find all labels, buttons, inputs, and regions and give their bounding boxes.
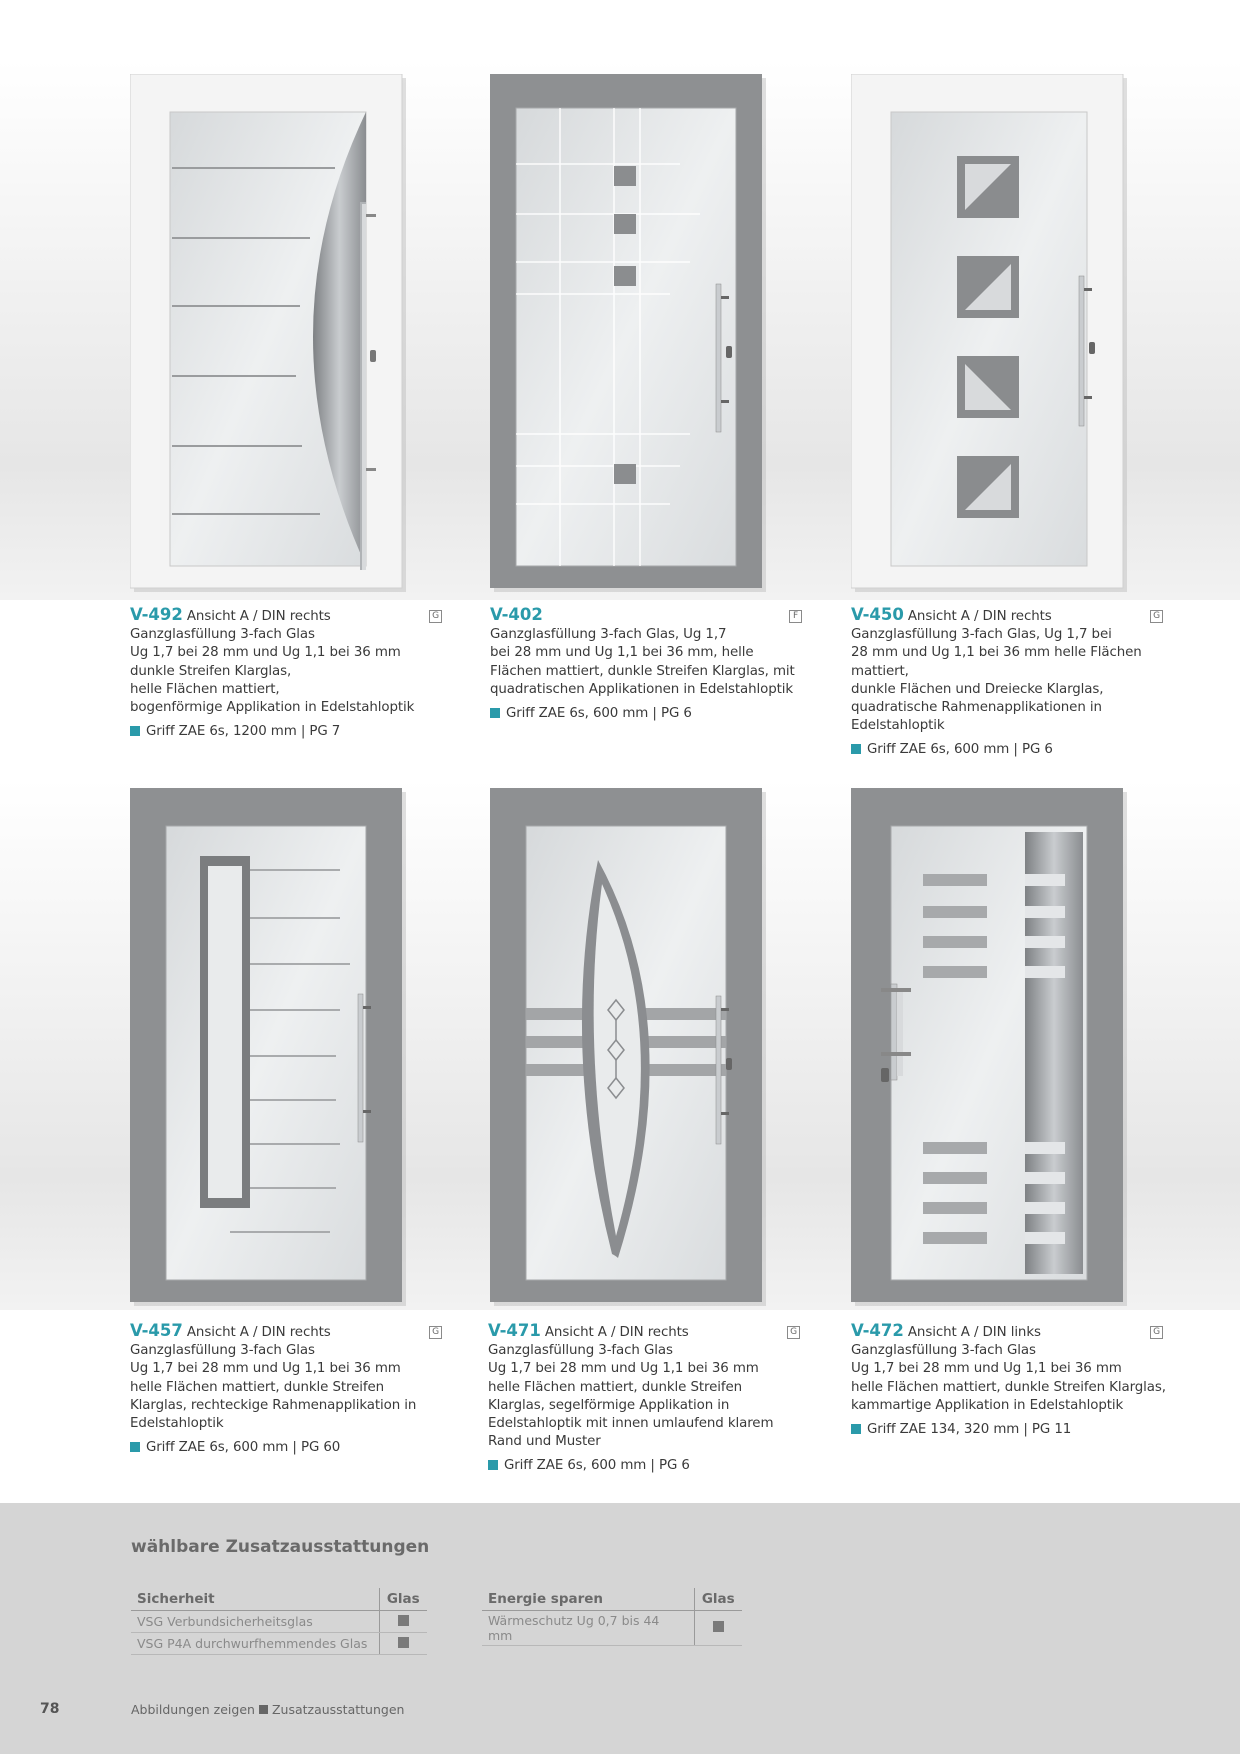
product-caption-v450: [851, 606, 1181, 760]
bullet-square-icon: [488, 1460, 498, 1470]
description-line: helle Flächen mattiert, dunkle Streifen: [130, 1379, 385, 1395]
description-line: helle Flächen mattiert, dunkle Streifen: [488, 1379, 743, 1395]
view-label: Ansicht A / DIN rechts: [907, 609, 1052, 624]
door-image-v492: [130, 74, 406, 592]
handle-spec: [851, 741, 1181, 759]
description-line: quadratischen Applikationen in Edelstahloptik: [490, 681, 794, 697]
description-line: bei 28 mm und Ug 1,1 bei 36 mm, helle: [490, 645, 754, 661]
model-number: V-450: [851, 605, 904, 624]
description-line: dunkle Streifen Klarglas,: [130, 663, 292, 679]
model-number: V-457: [130, 1321, 183, 1340]
model-number: V-471: [488, 1321, 541, 1340]
type-badge: G: [1150, 1326, 1163, 1339]
handle-spec: [490, 705, 820, 723]
description-line: Klarglas, rechteckige Rahmenapplikation in: [130, 1397, 417, 1413]
description-line: Klarglas, segelförmige Applikation in: [488, 1397, 730, 1413]
description-line: Rand und Muster: [488, 1434, 601, 1450]
energy-options-table: [482, 1588, 742, 1646]
handle-spec: [130, 1439, 460, 1457]
option-label: VSG P4A durchwurfhemmendes Glas: [131, 1632, 379, 1654]
glass-column-header: Glas: [379, 1588, 427, 1610]
description-line: Ganzglasfüllung 3-fach Glas, Ug 1,7 bei: [851, 627, 1112, 643]
option-label: Wärmeschutz Ug 0,7 bis 44 mm: [482, 1610, 694, 1645]
option-label: VSG Verbundsicherheitsglas: [131, 1610, 379, 1632]
description-line: Ug 1,7 bei 28 mm und Ug 1,1 bei 36 mm: [130, 1361, 401, 1377]
security-header: Sicherheit: [131, 1588, 379, 1610]
security-options-table: [131, 1588, 427, 1655]
handle-text: Griff ZAE 134, 320 mm | PG 11: [867, 1422, 1072, 1438]
description-line: 28 mm und Ug 1,1 bei 36 mm helle Flächen mattiert,: [851, 645, 1142, 679]
available-square-icon: [398, 1615, 409, 1626]
model-number: V-492: [130, 605, 183, 624]
description-line: Ganzglasfüllung 3-fach Glas: [851, 1343, 1036, 1359]
door-image-v402: [490, 74, 766, 592]
page-number: 78: [40, 1701, 60, 1717]
extras-title: wählbare Zusatzausstattungen: [131, 1537, 430, 1557]
handle-spec: [130, 723, 460, 741]
description-line: Ug 1,7 bei 28 mm und Ug 1,1 bei 36 mm: [488, 1361, 759, 1377]
handle-text: Griff ZAE 6s, 600 mm | PG 60: [146, 1440, 341, 1456]
description-line: kammartige Applikation in Edelstahloptik: [851, 1397, 1124, 1413]
table-row: [131, 1632, 427, 1654]
handle-text: Griff ZAE 6s, 600 mm | PG 6: [867, 742, 1053, 758]
bullet-square-icon: [130, 726, 140, 736]
description-line: Ganzglasfüllung 3-fach Glas: [488, 1343, 673, 1359]
type-badge: G: [1150, 610, 1163, 623]
product-caption-v472: [851, 1322, 1181, 1439]
description-line: helle Flächen mattiert,: [130, 681, 280, 697]
handle-spec: [851, 1421, 1181, 1439]
description-line: Edelstahloptik: [130, 1416, 224, 1432]
type-badge: G: [787, 1326, 800, 1339]
door-image-v471: [490, 788, 766, 1306]
square-marker-icon: [259, 1705, 268, 1714]
bullet-square-icon: [490, 708, 500, 718]
footnote: [131, 1702, 404, 1717]
description-line: Flächen mattiert, dunkle Streifen Klarglas, mit: [490, 663, 795, 679]
product-caption-v402: [490, 606, 820, 723]
model-number: V-472: [851, 1321, 904, 1340]
available-square-icon: [398, 1637, 409, 1648]
handle-spec: [488, 1457, 818, 1475]
view-label: Ansicht A / DIN links: [907, 1325, 1041, 1340]
door-image-v450: [851, 74, 1127, 592]
glass-column-header: Glas: [694, 1588, 742, 1610]
description-line: Ug 1,7 bei 28 mm und Ug 1,1 bei 36 mm: [851, 1361, 1122, 1377]
description-line: Ganzglasfüllung 3-fach Glas, Ug 1,7: [490, 627, 727, 643]
handle-text: Griff ZAE 6s, 600 mm | PG 6: [506, 706, 692, 722]
description-line: dunkle Flächen und Dreiecke Klarglas,: [851, 681, 1104, 697]
available-square-icon: [713, 1621, 724, 1632]
handle-text: Griff ZAE 6s, 1200 mm | PG 7: [146, 724, 341, 740]
footnote-text: Abbildungen zeigen: [131, 1702, 255, 1717]
type-badge: G: [429, 1326, 442, 1339]
model-number: V-402: [490, 605, 543, 624]
product-caption-v471: [488, 1322, 818, 1476]
table-row: [131, 1610, 427, 1632]
bullet-square-icon: [851, 744, 861, 754]
energy-header: Energie sparen: [482, 1588, 694, 1610]
view-label: Ansicht A / DIN rechts: [186, 1325, 331, 1340]
description-line: Ganzglasfüllung 3-fach Glas: [130, 1343, 315, 1359]
type-badge: G: [429, 610, 442, 623]
description-line: quadratische Rahmenapplikationen in Edelstahloptik: [851, 700, 1102, 734]
handle-text: Griff ZAE 6s, 600 mm | PG 6: [504, 1458, 690, 1474]
door-image-v457: [130, 788, 406, 1306]
description-line: Ug 1,7 bei 28 mm und Ug 1,1 bei 36 mm: [130, 645, 401, 661]
description-line: helle Flächen mattiert, dunkle Streifen Klarglas,: [851, 1379, 1166, 1395]
door-image-v472: [851, 788, 1127, 1306]
product-caption-v492: [130, 606, 460, 741]
footnote-text: Zusatzausstattungen: [271, 1702, 405, 1717]
view-label: Ansicht A / DIN rechts: [186, 609, 331, 624]
view-label: Ansicht A / DIN rechts: [544, 1325, 689, 1340]
type-badge: F: [789, 610, 802, 623]
description-line: Edelstahloptik mit innen umlaufend klarem: [488, 1416, 774, 1432]
bullet-square-icon: [851, 1424, 861, 1434]
product-caption-v457: [130, 1322, 460, 1457]
table-row: [482, 1610, 742, 1645]
bullet-square-icon: [130, 1442, 140, 1452]
description-line: Ganzglasfüllung 3-fach Glas: [130, 627, 315, 643]
description-line: bogenförmige Applikation in Edelstahloptik: [130, 700, 415, 716]
